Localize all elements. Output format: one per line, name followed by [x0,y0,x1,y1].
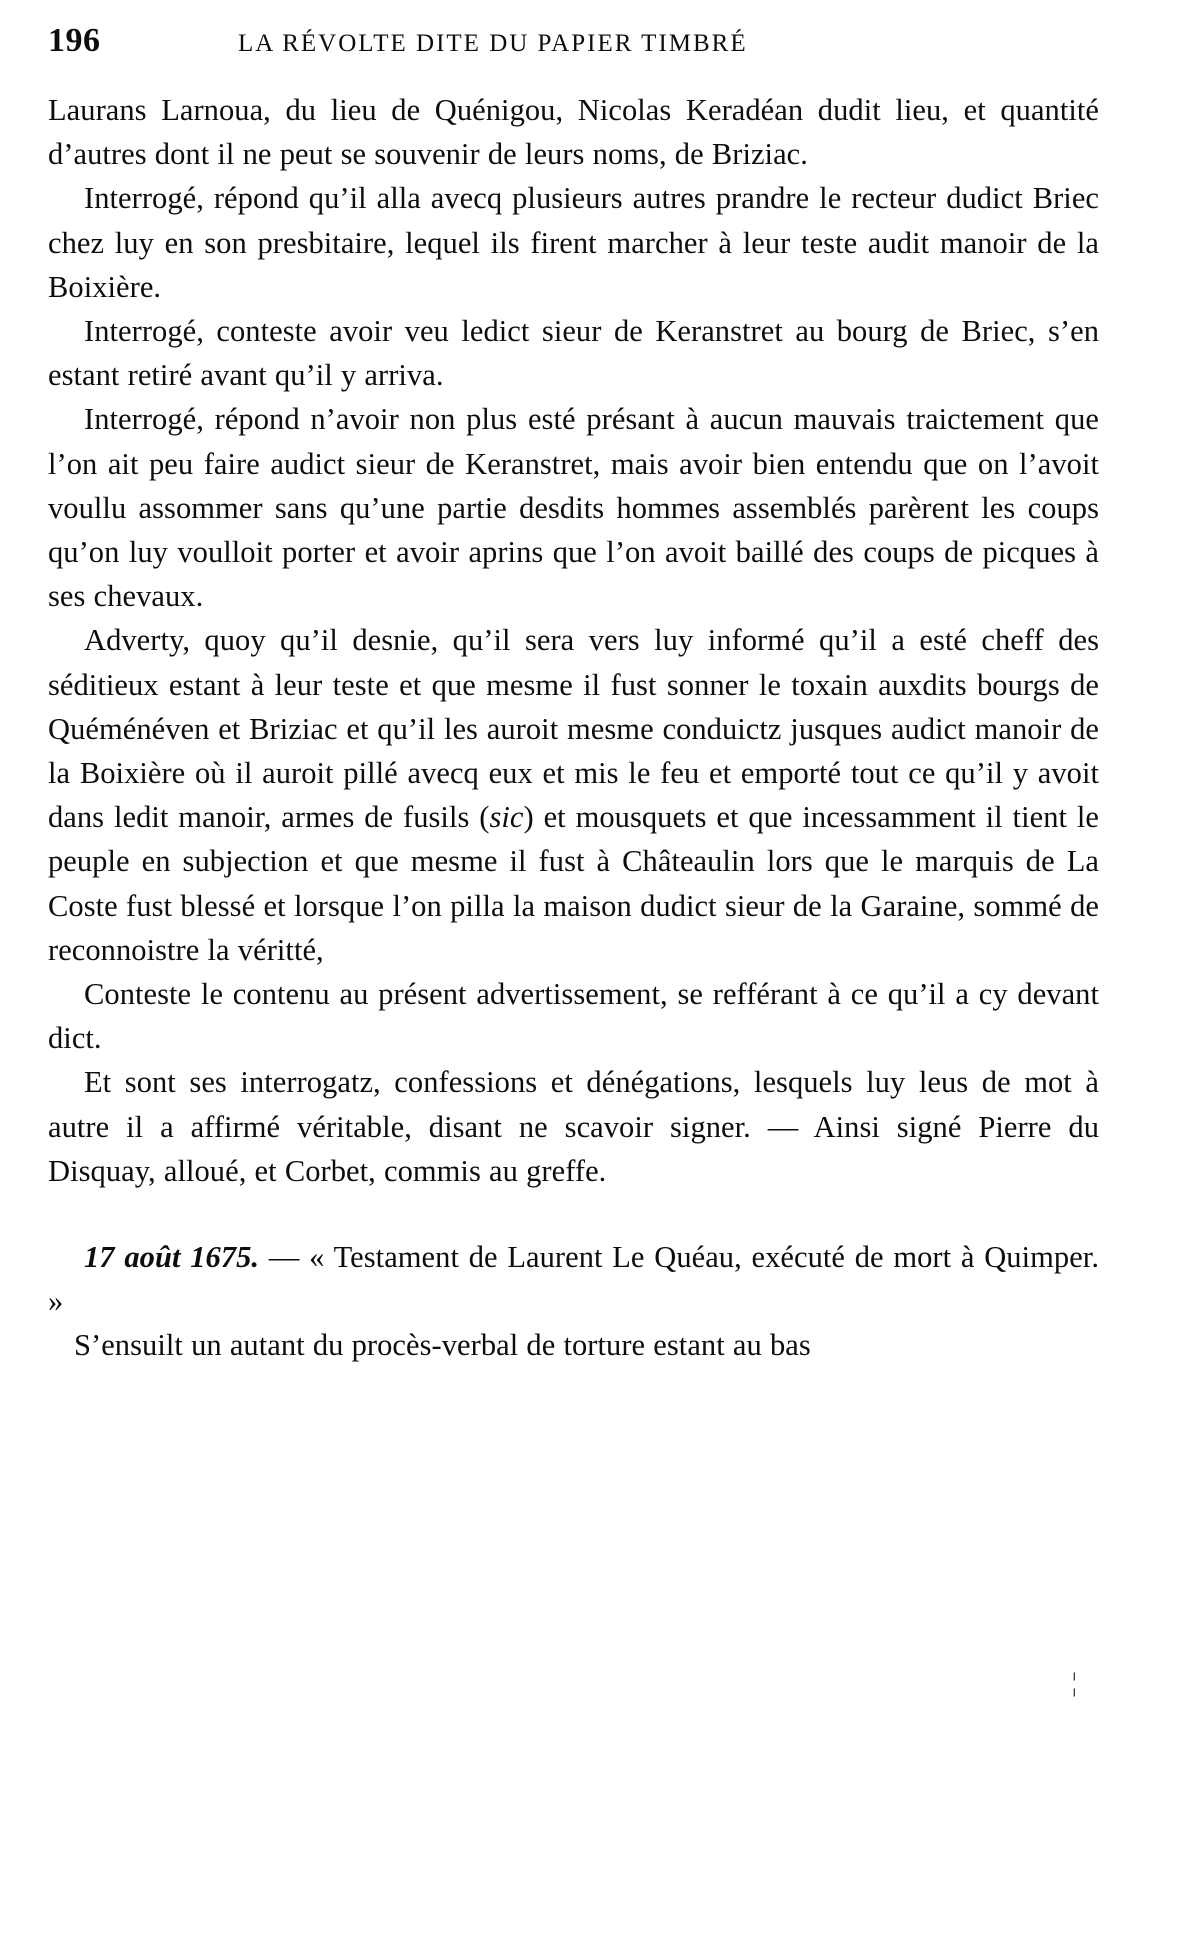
entry-title: — « Testament de Laurent Le Quéau, exécuté de mort à Quimper. » [48,1240,1099,1319]
section-gap [48,1193,1099,1235]
entry-continuation: S’ensuilt un autant du procès-verbal de torture estant au bas [74,1328,811,1363]
paragraph-7: Et sont ses interrogatz, confessions et dénégations, lesquels luy leus de mot à autre il a affirmé véritable, disant ne scavoir signer. — Ainsi signé Pierre du Disquay, alloué, et Corbet, commis au greffe. [48,1065,1099,1188]
paragraph-2: Interrogé, répond qu’il alla avecq plusieurs autres prandre le recteur dudict Briec chez luy en son presbitaire, lequel ils firent marcher à leur teste audit manoir de la Boixière. [48,181,1099,304]
paragraph-1: Laurans Larnoua, du lieu de Quénigou, Nicolas Keradéan dudit lieu, et quantité d’autres dont il ne peut se souvenir de leurs noms, de Briziac. [48,93,1099,172]
paragraph-5-prefix: Adverty, quoy qu’il desnie, qu’il sera vers luy informé qu’il a esté cheff des séditieux estant à leur teste et que mesme il fust sonner le toxain auxdits bourgs de Quéménéven et Briziac et qu’il les auroit mesme conduictz jusques audict manoir de la Boixière où il auroit pillé avecq eux et mis le feu et emporté tout ce qu’il y avoit dans ledit manoir, armes de fusils ( [48,623,1099,835]
stray-ink-mark: ¦ [1071,1668,1077,1697]
paragraph-5 [48,618,1099,972]
page-number: 196 [48,22,101,59]
body-text [48,88,1099,1368]
sic-annotation: sic [489,800,524,835]
paragraph-5-suffix: ) et mousquets et que incessamment il tient le peuple en subjection et que mesme il fust à Châteaulin lors que le marquis de La Coste fust blessé et lorsque l’on pilla la maison dudict sieur de la Garaine, sommé de reconnoistre la véritté, [48,800,1099,967]
paragraph-3: Interrogé, conteste avoir veu ledict sieur de Keranstret au bourg de Briec, s’en estant retiré avant qu’il y arriva. [48,314,1099,393]
paragraph-4: Interrogé, répond n’avoir non plus esté présant à aucun mauvais traictement que l’on ait peu faire audict sieur de Keranstret, mais avoir bien entendu que on l’avoit voullu assommer sans qu’une partie desdits hommes assemblés parèrent les coups qu’on luy voulloit porter et avoir aprins que l’on avoit baillé des coups de picques à ses chevaux. [48,402,1099,614]
running-head-title: LA RÉVOLTE DITE DU PAPIER TIMBRÉ [238,30,748,57]
running-head [48,22,1099,62]
paragraph-6: Conteste le contenu au présent advertissement, se refférant à ce qu’il a cy devant dict. [48,977,1099,1056]
dated-entry [48,1235,1099,1323]
entry-date: 17 août 1675. [84,1240,260,1275]
